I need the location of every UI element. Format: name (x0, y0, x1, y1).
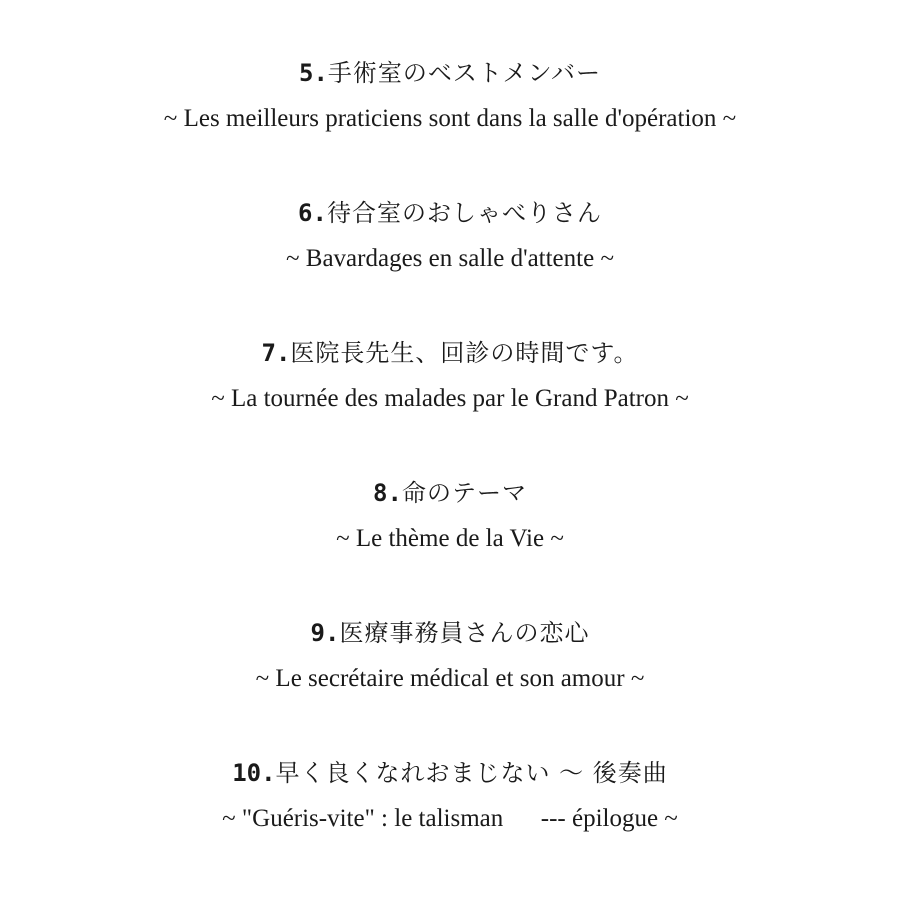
track-title: 命のテーマ (401, 479, 527, 507)
track-title: 医療事務員さんの恋心 (339, 619, 590, 647)
track-title-line (0, 56, 900, 90)
track-subtitle: ~ "Guéris-vite" : le talisman --- épilogue ~ (222, 805, 678, 832)
track-item-5 (0, 56, 900, 134)
track-item-9 (0, 616, 900, 694)
track-number: 7. (261, 339, 291, 367)
track-subtitle: ~ Le secrétaire médical et son amour ~ (255, 665, 645, 692)
track-item-10 (0, 756, 900, 834)
track-subtitle: ~ Le thème de la Vie ~ (336, 525, 564, 552)
track-title: 手術室のベストメンバー (327, 59, 601, 87)
track-subtitle: ~ Les meilleurs praticiens sont dans la salle d'opération ~ (163, 105, 737, 132)
track-number: 10. (232, 759, 276, 787)
track-title-line (0, 616, 900, 650)
track-title: 医院長先生、回診の時間です。 (290, 339, 639, 367)
track-subtitle: ~ La tournée des malades par le Grand Patron ~ (211, 385, 689, 412)
track-number: 5. (299, 59, 328, 87)
track-title-line (0, 756, 900, 790)
track-title-line (0, 196, 900, 230)
track-number: 8. (373, 479, 402, 507)
track-number: 9. (310, 619, 340, 647)
track-title: 早く良くなれおまじない ～ 後奏曲 (275, 759, 668, 787)
track-title-line (0, 476, 900, 510)
track-item-6 (0, 196, 900, 274)
track-title: 待合室のおしゃべりさん (326, 199, 602, 227)
track-title-line (0, 336, 900, 370)
track-item-8 (0, 476, 900, 554)
track-number: 6. (298, 199, 327, 227)
track-item-7 (0, 336, 900, 414)
track-subtitle: ~ Bavardages en salle d'attente ~ (286, 245, 614, 272)
